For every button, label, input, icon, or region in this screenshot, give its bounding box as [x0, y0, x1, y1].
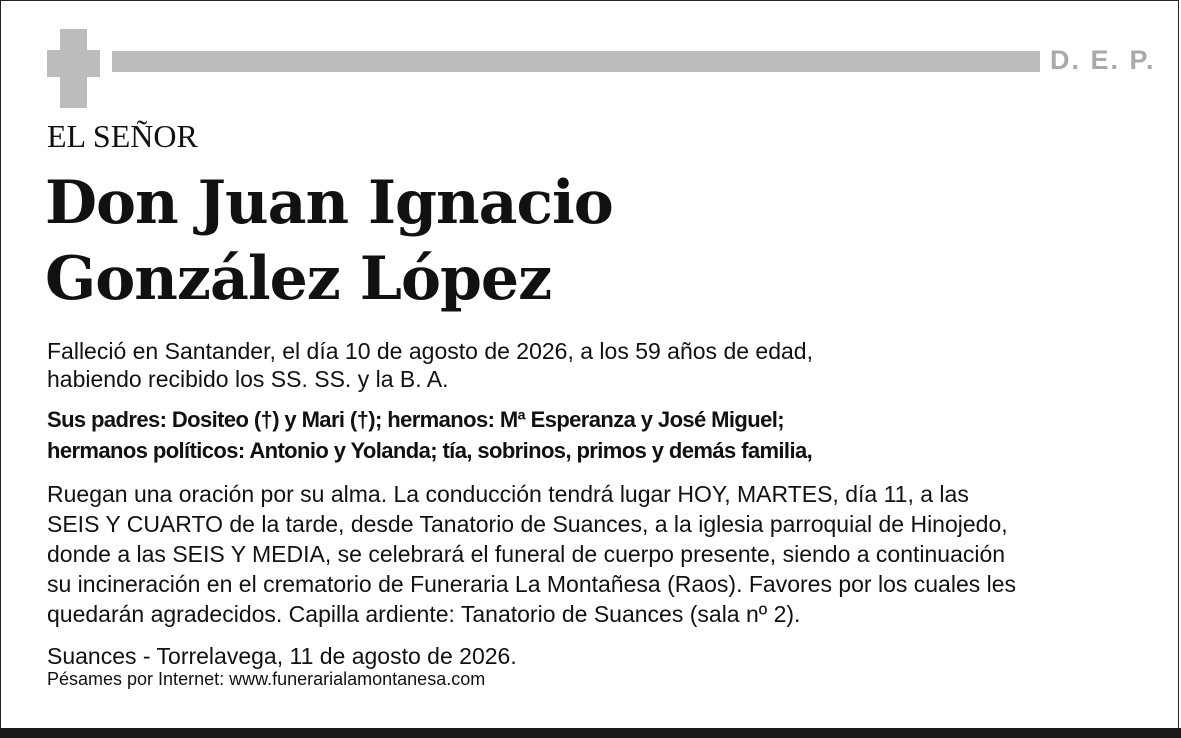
header-divider — [112, 51, 1040, 72]
bottom-border — [0, 728, 1181, 738]
death-info-line2: habiendo recibido los SS. SS. y la B. A. — [47, 366, 449, 392]
service-line1: Ruegan una oración por su alma. La conducción tendrá lugar HOY, MARTES, día 11, a las — [47, 481, 969, 507]
service-line3: donde a las SEIS Y MEDIA, se celebrará el funeral de cuerpo presente, siendo a continuación — [47, 541, 1006, 567]
cross-icon — [47, 29, 100, 108]
honorific: EL SEÑOR — [47, 118, 198, 154]
service-line4: su incineración en el crematorio de Funeraria La Montañesa (Raos). Favores por los cuales les — [47, 571, 1017, 597]
deceased-name-line1: Don Juan Ignacio — [45, 168, 613, 238]
service-line2: SEIS Y CUARTO de la tarde, desde Tanatorio de Suances, a la iglesia parroquial de Hinojedo, — [47, 511, 1008, 537]
service-line5: quedarán agradecidos. Capilla ardiente: Tanatorio de Suances (sala nº 2). — [47, 601, 801, 627]
condolences-website: Pésames por Internet: www.funerarialamontanesa.com — [47, 669, 486, 689]
deceased-name-line2: González López — [45, 244, 552, 314]
family-line2: hermanos políticos: Antonio y Yolanda; tía, sobrinos, primos y demás familia, — [47, 438, 813, 463]
death-info-line1: Falleció en Santander, el día 10 de agosto de 2026, a los 59 años de edad, — [47, 338, 813, 364]
family-line1: Sus padres: Dositeo (†) y Mari (†); hermanos: Mª Esperanza y José Miguel; — [47, 407, 784, 432]
dep-label: D. E. P. — [1050, 45, 1156, 75]
place-date: Suances - Torrelavega, 11 de agosto de 2026. — [47, 643, 517, 669]
